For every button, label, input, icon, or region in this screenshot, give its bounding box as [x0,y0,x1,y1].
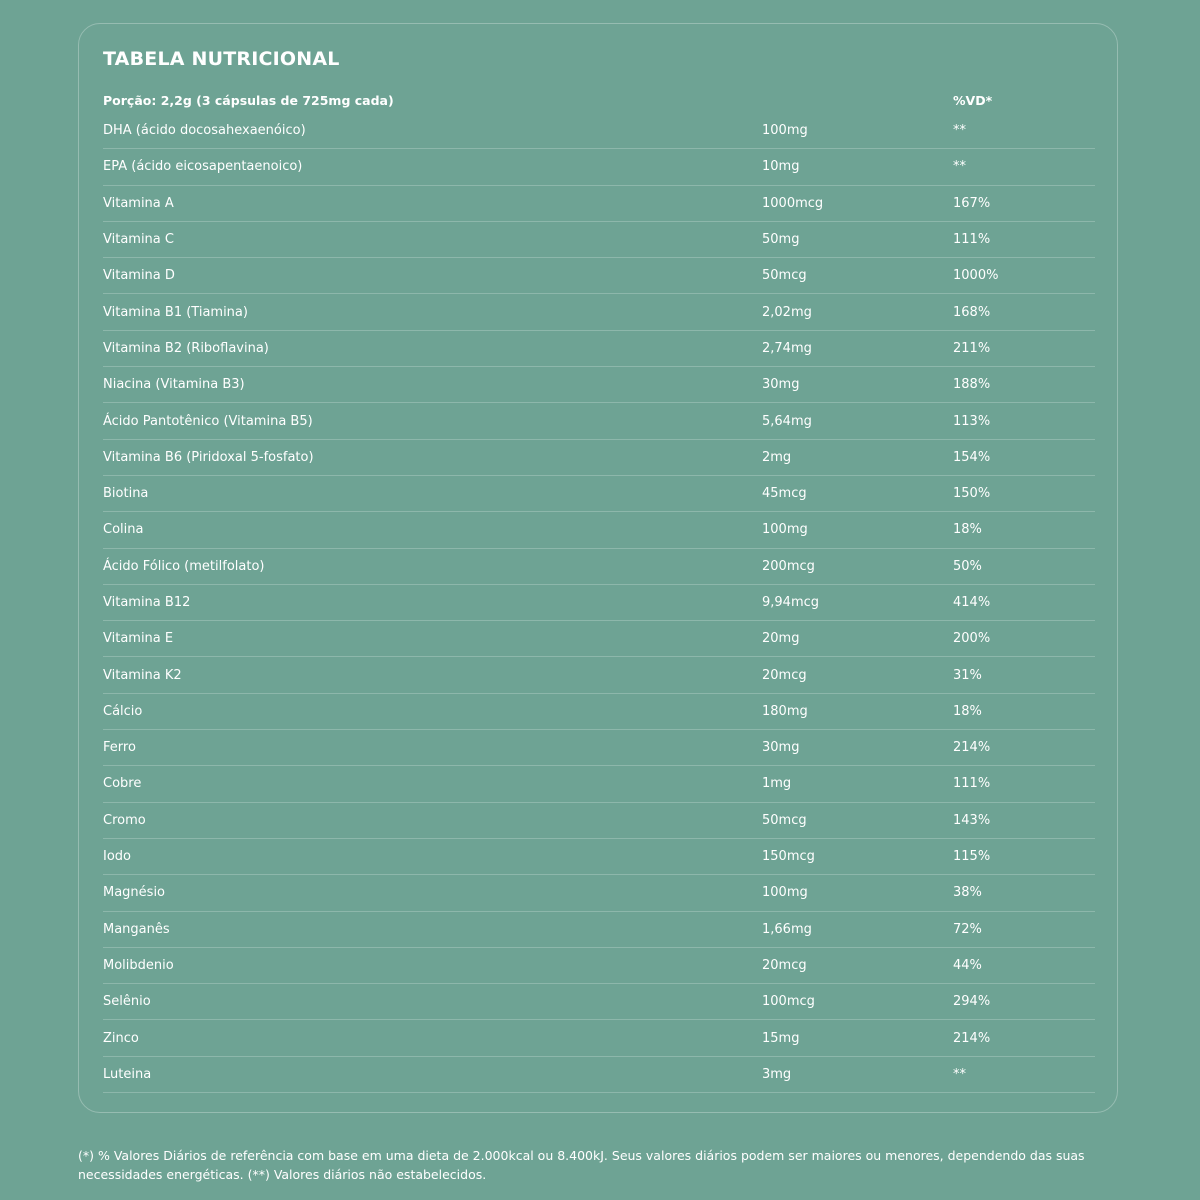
table-row [103,1020,1095,1056]
nutrient-name: Molibdenio [103,957,174,973]
nutrient-amount: 45mcg [762,486,807,502]
nutrient-name: DHA (ácido docosahexaenóico) [103,123,306,139]
nutrient-amount: 1000mcg [762,195,824,211]
nutrient-amount: 10mg [762,159,800,175]
nutrient-amount: 30mg [762,377,800,393]
nutrient-vd: 50% [953,558,982,574]
table-header-row [103,87,1095,113]
table-row [103,549,1095,585]
nutrient-name: Vitamina D [103,268,175,284]
nutrient-name: Biotina [103,486,149,502]
nutrient-vd: ** [953,159,966,175]
nutrient-amount: 150mcg [762,849,815,865]
nutrient-name: Cálcio [103,703,143,719]
table-row [103,621,1095,657]
nutrient-vd: 143% [953,812,991,828]
table-row [103,222,1095,258]
nutrient-name: Vitamina B1 (Tiamina) [103,304,248,320]
footnote: (*) % Valores Diários de referência com base em uma dieta de 2.000kcal ou 8.400kJ. Seus valores diários podem ser maiores ou menores, dependendo das suas necessidades energéticas. (**) Valores diários não estabelecidos. [78,1148,1085,1182]
nutrient-vd: ** [953,123,966,139]
table-row [103,258,1095,294]
nutrient-amount: 50mcg [762,812,807,828]
nutrient-amount: 20mcg [762,667,807,683]
table-row [103,948,1095,984]
nutrient-vd: 111% [953,776,991,792]
nutrient-amount: 100mcg [762,994,815,1010]
nutrient-vd: 111% [953,232,991,248]
nutrient-vd: 113% [953,413,991,429]
portion-header: Porção: 2,2g (3 cápsulas de 725mg cada) [103,92,394,108]
nutrient-name: Vitamina B12 [103,595,191,610]
nutrient-vd: 18% [953,522,982,538]
nutrient-name: Niacina (Vitamina B3) [103,377,245,393]
nutrient-name: Vitamina E [103,631,174,647]
nutrient-amount: 9,94mcg [762,595,820,610]
nutrient-name: Vitamina C [103,232,174,248]
nutrient-name: Colina [103,522,144,538]
nutrient-amount: 100mg [762,522,808,538]
table-row [103,403,1095,439]
nutrient-amount: 5,64mg [762,413,812,429]
table-row [103,875,1095,911]
nutrient-vd: 414% [953,595,991,610]
table-row [103,186,1095,222]
nutrient-amount: 180mg [762,703,808,719]
nutrient-name: Ferro [103,740,136,756]
nutrient-vd: 18% [953,703,982,719]
table-row [103,766,1095,802]
nutrient-amount: 2,74mg [762,340,812,356]
nutrient-name: EPA (ácido eicosapentaenoico) [103,159,303,175]
nutrient-vd: 115% [953,849,991,865]
nutrient-vd: 211% [953,340,991,356]
nutrient-vd: 294% [953,994,991,1010]
table-row [103,912,1095,948]
nutrient-amount: 20mg [762,631,800,647]
table-row [103,113,1095,149]
table-row [103,367,1095,403]
nutrient-vd: 188% [953,377,991,393]
table-row [103,512,1095,548]
table-row [103,1057,1095,1093]
nutrient-amount: 100mg [762,123,808,139]
nutrient-name: Vitamina B6 (Piridoxal 5-fosfato) [103,449,314,465]
nutrient-vd: 1000% [953,268,999,284]
nutrient-name: Cromo [103,812,146,828]
nutrient-amount: 15mg [762,1030,800,1046]
nutrient-amount: 200mcg [762,558,815,574]
nutrient-name: Vitamina A [103,195,174,211]
nutrient-amount: 100mg [762,885,808,901]
nutrient-amount: 50mg [762,232,800,248]
nutrition-table-card [78,23,1118,1113]
nutrient-vd: ** [953,1066,966,1082]
nutrient-name: Manganês [103,921,170,937]
table-row [103,839,1095,875]
nutrient-name: Luteina [103,1066,152,1082]
nutrient-amount: 2mg [762,449,792,465]
table-row [103,440,1095,476]
nutrient-vd: 168% [953,304,991,320]
nutrient-name: Vitamina K2 [103,667,182,683]
nutrient-amount: 2,02mg [762,304,812,320]
nutrient-amount: 50mcg [762,268,807,284]
table-row [103,331,1095,367]
nutrient-vd: 154% [953,449,991,465]
nutrient-name: Ácido Pantotênico (Vitamina B5) [103,413,313,429]
table-row [103,585,1095,621]
nutrient-name: Ácido Fólico (metilfolato) [103,558,265,574]
table-row [103,694,1095,730]
nutrient-name: Iodo [103,849,131,865]
nutrient-name: Vitamina B2 (Riboflavina) [103,340,269,356]
table-row [103,149,1095,185]
nutrient-vd: 214% [953,1030,991,1046]
table-row [103,803,1095,839]
nutrient-vd: 72% [953,921,982,937]
nutrient-vd: 167% [953,195,991,211]
vd-header: %VD* [953,92,993,108]
table-row [103,984,1095,1020]
nutrient-name: Zinco [103,1030,139,1046]
nutrient-vd: 31% [953,667,982,683]
nutrient-amount: 1,66mg [762,921,812,937]
nutrient-vd: 38% [953,885,982,901]
table-row [103,476,1095,512]
nutrient-vd: 44% [953,957,982,973]
nutrient-amount: 3mg [762,1066,792,1082]
table-row [103,730,1095,766]
nutrient-amount: 20mcg [762,957,807,973]
nutrient-name: Magnésio [103,885,166,901]
table-body [103,113,1095,1093]
nutrient-vd: 200% [953,631,991,647]
nutrient-name: Selênio [103,994,151,1010]
table-title: TABELA NUTRICIONAL [103,48,340,70]
nutrient-vd: 214% [953,740,991,756]
nutrient-amount: 30mg [762,740,800,756]
nutrition-table [103,87,1095,1093]
nutrient-name: Cobre [103,776,142,792]
table-row [103,657,1095,693]
nutrient-vd: 150% [953,486,991,502]
table-row [103,294,1095,330]
nutrient-amount: 1mg [762,776,792,792]
